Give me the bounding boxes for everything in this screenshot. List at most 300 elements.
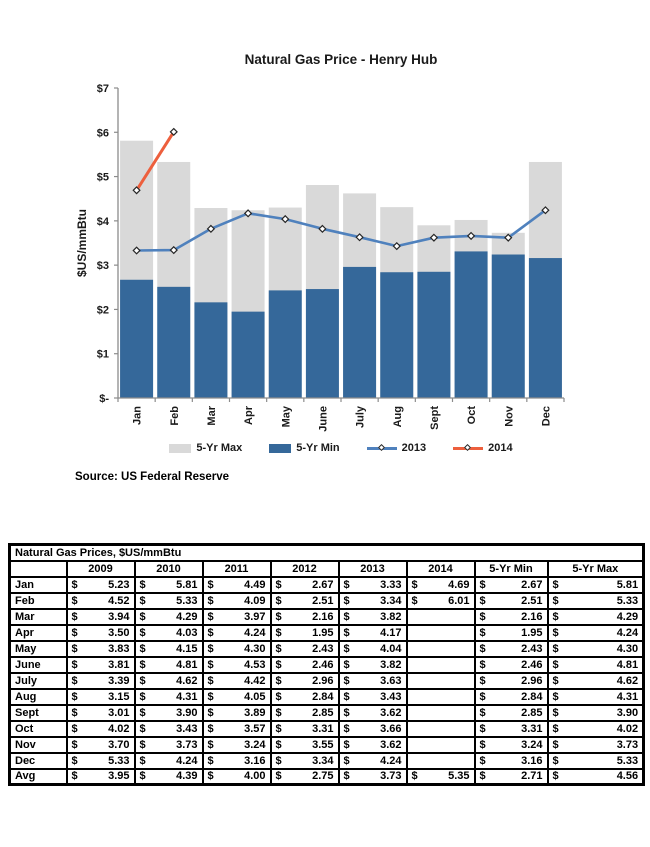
currency-symbol: $ bbox=[479, 658, 486, 671]
source-note: Source: US Federal Reserve bbox=[75, 471, 230, 483]
cell-sept-2009 bbox=[67, 705, 135, 721]
currency-value bbox=[344, 595, 402, 607]
price-value: 3.50 bbox=[108, 626, 130, 639]
price-value: 4.04 bbox=[380, 642, 402, 655]
currency-symbol: $ bbox=[552, 690, 559, 703]
currency-value bbox=[553, 723, 639, 735]
currency-value bbox=[344, 611, 402, 623]
cell-nov-2012 bbox=[271, 737, 339, 753]
currency-symbol: $ bbox=[207, 754, 214, 767]
price-value: 2.16 bbox=[521, 610, 543, 623]
cell-oct-2013 bbox=[339, 721, 407, 737]
legend-label: 5-Yr Max bbox=[196, 442, 243, 454]
currency-value bbox=[140, 643, 198, 655]
cell-avg-2009 bbox=[67, 769, 135, 785]
currency-symbol: $ bbox=[479, 642, 486, 655]
legend-label: 2014 bbox=[488, 442, 513, 454]
x-tick-label-mar: Mar bbox=[205, 406, 218, 426]
currency-symbol: $ bbox=[275, 722, 282, 735]
price-value: 3.33 bbox=[380, 578, 402, 591]
row-label-feb: Feb bbox=[10, 593, 67, 609]
currency-symbol: $ bbox=[275, 770, 282, 783]
cell-oct-2012 bbox=[271, 721, 339, 737]
legend-item-5-yr-min bbox=[269, 442, 339, 454]
row-label-sept: Sept bbox=[10, 705, 67, 721]
currency-symbol: $ bbox=[139, 738, 146, 751]
price-value: 4.81 bbox=[616, 658, 639, 671]
row-label-oct: Oct bbox=[10, 721, 67, 737]
price-value: 4.03 bbox=[176, 626, 198, 639]
currency-symbol: $ bbox=[207, 770, 214, 783]
price-value: 4.53 bbox=[244, 658, 266, 671]
currency-symbol: $ bbox=[343, 626, 350, 639]
cell-may-2014 bbox=[407, 641, 475, 657]
currency-symbol: $ bbox=[552, 642, 559, 655]
currency-value bbox=[344, 739, 402, 751]
price-value: 3.43 bbox=[380, 690, 402, 703]
price-value: 4.42 bbox=[244, 674, 266, 687]
price-value: 3.89 bbox=[244, 706, 266, 719]
price-value: 1.95 bbox=[521, 626, 543, 639]
cell-nov-2014 bbox=[407, 737, 475, 753]
cell-dec-2010 bbox=[135, 753, 203, 769]
price-value: 4.30 bbox=[244, 642, 266, 655]
price-value: 3.16 bbox=[244, 754, 266, 767]
currency-symbol: $ bbox=[479, 594, 486, 607]
legend-item-2013 bbox=[367, 442, 426, 454]
currency-symbol: $ bbox=[552, 626, 559, 639]
bar-5-yr-min-feb bbox=[157, 287, 190, 398]
price-value: 4.39 bbox=[176, 770, 198, 783]
cell-mar-5-yr-min bbox=[475, 609, 548, 625]
cell-aug-2014 bbox=[407, 689, 475, 705]
y-tick-label: $7 bbox=[96, 83, 109, 95]
bar-5-yr-min-dec bbox=[529, 258, 562, 398]
cell-aug-5-yr-min bbox=[475, 689, 548, 705]
currency-value bbox=[208, 579, 266, 591]
price-value: 4.24 bbox=[244, 626, 266, 639]
currency-value bbox=[208, 611, 266, 623]
currency-symbol: $ bbox=[552, 738, 559, 751]
cell-jan-2010 bbox=[135, 577, 203, 593]
currency-symbol: $ bbox=[139, 610, 146, 623]
legend-swatch-5-yr-max bbox=[169, 444, 191, 453]
cell-may-2010 bbox=[135, 641, 203, 657]
currency-value bbox=[276, 675, 334, 687]
currency-symbol: $ bbox=[71, 626, 78, 639]
currency-symbol: $ bbox=[71, 642, 78, 655]
price-value: 6.01 bbox=[448, 594, 470, 607]
currency-value bbox=[276, 595, 334, 607]
currency-symbol: $ bbox=[343, 690, 350, 703]
cell-jan-2009 bbox=[67, 577, 135, 593]
currency-value bbox=[72, 755, 130, 767]
price-value: 5.33 bbox=[616, 754, 639, 767]
currency-value bbox=[480, 579, 543, 591]
x-tick-label-june: June bbox=[317, 406, 330, 432]
cell-july-2011 bbox=[203, 673, 271, 689]
bar-5-yr-min-mar bbox=[194, 302, 227, 398]
currency-value bbox=[72, 770, 130, 782]
cell-apr-2011 bbox=[203, 625, 271, 641]
legend-item-5-yr-max bbox=[169, 442, 242, 454]
currency-value bbox=[553, 691, 639, 703]
currency-value bbox=[480, 723, 543, 735]
currency-symbol: $ bbox=[343, 770, 350, 783]
cell-oct-2009 bbox=[67, 721, 135, 737]
currency-value bbox=[208, 770, 266, 782]
table-row-june bbox=[10, 657, 644, 673]
price-value: 3.73 bbox=[616, 738, 639, 751]
bar-5-yr-min-sept bbox=[417, 272, 450, 398]
currency-value bbox=[140, 739, 198, 751]
price-value: 3.95 bbox=[108, 770, 130, 783]
table-row-mar bbox=[10, 609, 644, 625]
currency-symbol: $ bbox=[71, 690, 78, 703]
currency-value bbox=[480, 675, 543, 687]
currency-value bbox=[480, 595, 543, 607]
cell-feb-5-yr-max bbox=[548, 593, 644, 609]
price-value: 2.71 bbox=[521, 770, 543, 783]
currency-value bbox=[553, 770, 639, 782]
cell-dec-2009 bbox=[67, 753, 135, 769]
currency-symbol: $ bbox=[275, 706, 282, 719]
cell-july-5-yr-max bbox=[548, 673, 644, 689]
price-value: 4.81 bbox=[176, 658, 198, 671]
currency-symbol: $ bbox=[275, 690, 282, 703]
y-tick-label: $3 bbox=[96, 260, 109, 273]
price-value: 4.29 bbox=[616, 610, 639, 623]
currency-value bbox=[480, 691, 543, 703]
table-header-row bbox=[10, 561, 644, 577]
currency-symbol: $ bbox=[275, 658, 282, 671]
table-row-oct bbox=[10, 721, 644, 737]
row-label-july: July bbox=[10, 673, 67, 689]
price-value: 4.62 bbox=[616, 674, 639, 687]
currency-value bbox=[553, 595, 639, 607]
row-label-nov: Nov bbox=[10, 737, 67, 753]
cell-dec-2013 bbox=[339, 753, 407, 769]
price-value: 3.66 bbox=[380, 722, 402, 735]
price-value: 2.85 bbox=[521, 706, 543, 719]
cell-avg-2010 bbox=[135, 769, 203, 785]
price-value: 4.31 bbox=[176, 690, 198, 703]
currency-value bbox=[140, 595, 198, 607]
cell-dec-2012 bbox=[271, 753, 339, 769]
currency-symbol: $ bbox=[71, 578, 78, 591]
bar-5-yr-min-june bbox=[306, 289, 339, 398]
cell-may-5-yr-min bbox=[475, 641, 548, 657]
cell-july-2010 bbox=[135, 673, 203, 689]
price-value: 4.62 bbox=[176, 674, 198, 687]
cell-may-5-yr-max bbox=[548, 641, 644, 657]
cell-mar-2009 bbox=[67, 609, 135, 625]
currency-value bbox=[140, 770, 198, 782]
x-tick-label-dec: Dec bbox=[540, 406, 553, 427]
currency-value bbox=[208, 675, 266, 687]
price-value: 5.23 bbox=[108, 578, 130, 591]
currency-value bbox=[480, 739, 543, 751]
cell-sept-2014 bbox=[407, 705, 475, 721]
chart-title: Natural Gas Price - Henry Hub bbox=[244, 52, 438, 67]
cell-july-5-yr-min bbox=[475, 673, 548, 689]
cell-apr-2014 bbox=[407, 625, 475, 641]
table-row-feb bbox=[10, 593, 644, 609]
price-value: 2.51 bbox=[312, 594, 334, 607]
table-row-may bbox=[10, 641, 644, 657]
x-tick-label-sept: Sept bbox=[428, 406, 441, 430]
currency-value bbox=[344, 755, 402, 767]
currency-value bbox=[276, 770, 334, 782]
currency-symbol: $ bbox=[139, 594, 146, 607]
column-header-2009: 2009 bbox=[67, 561, 135, 577]
currency-symbol: $ bbox=[71, 610, 78, 623]
cell-oct-2011 bbox=[203, 721, 271, 737]
y-tick-label: $4 bbox=[96, 215, 109, 228]
currency-value bbox=[553, 627, 639, 639]
cell-sept-5-yr-max bbox=[548, 705, 644, 721]
currency-symbol: $ bbox=[343, 642, 350, 655]
currency-symbol: $ bbox=[343, 594, 350, 607]
currency-symbol: $ bbox=[552, 610, 559, 623]
price-value: 3.43 bbox=[176, 722, 198, 735]
price-value: 3.31 bbox=[312, 722, 334, 735]
cell-dec-5-yr-max bbox=[548, 753, 644, 769]
currency-symbol: $ bbox=[207, 706, 214, 719]
y-tick-label: $1 bbox=[96, 348, 109, 361]
column-header-2012: 2012 bbox=[271, 561, 339, 577]
currency-value bbox=[208, 627, 266, 639]
cell-feb-2010 bbox=[135, 593, 203, 609]
currency-symbol: $ bbox=[479, 578, 486, 591]
price-value: 5.33 bbox=[616, 594, 639, 607]
currency-value bbox=[276, 755, 334, 767]
cell-dec-2014 bbox=[407, 753, 475, 769]
cell-aug-2011 bbox=[203, 689, 271, 705]
cell-nov-5-yr-min bbox=[475, 737, 548, 753]
cell-may-2011 bbox=[203, 641, 271, 657]
currency-symbol: $ bbox=[479, 722, 486, 735]
currency-symbol: $ bbox=[71, 594, 78, 607]
currency-symbol: $ bbox=[139, 658, 146, 671]
x-tick-label-aug: Aug bbox=[391, 406, 404, 428]
currency-symbol: $ bbox=[207, 610, 214, 623]
legend-item-2014 bbox=[453, 442, 512, 454]
currency-symbol: $ bbox=[275, 594, 282, 607]
currency-value bbox=[276, 659, 334, 671]
x-tick-label-feb: Feb bbox=[168, 406, 181, 426]
legend-swatch-2013 bbox=[367, 444, 397, 453]
currency-value bbox=[72, 675, 130, 687]
cell-june-2009 bbox=[67, 657, 135, 673]
cell-feb-2013 bbox=[339, 593, 407, 609]
currency-value bbox=[553, 707, 639, 719]
cell-jan-2011 bbox=[203, 577, 271, 593]
currency-symbol: $ bbox=[552, 770, 559, 783]
currency-value bbox=[412, 595, 470, 607]
cell-apr-5-yr-min bbox=[475, 625, 548, 641]
x-tick-label-jan: Jan bbox=[131, 406, 144, 425]
currency-symbol: $ bbox=[343, 610, 350, 623]
cell-mar-2010 bbox=[135, 609, 203, 625]
cell-avg-5-yr-max bbox=[548, 769, 644, 785]
currency-symbol: $ bbox=[275, 626, 282, 639]
cell-feb-2009 bbox=[67, 593, 135, 609]
table-corner-cell bbox=[10, 561, 67, 577]
column-header-2011: 2011 bbox=[203, 561, 271, 577]
price-value: 4.24 bbox=[616, 626, 639, 639]
price-value: 2.16 bbox=[312, 610, 334, 623]
column-header-2014: 2014 bbox=[407, 561, 475, 577]
currency-symbol: $ bbox=[343, 706, 350, 719]
price-value: 4.15 bbox=[176, 642, 198, 655]
currency-symbol: $ bbox=[479, 626, 486, 639]
currency-symbol: $ bbox=[552, 722, 559, 735]
currency-symbol: $ bbox=[552, 594, 559, 607]
currency-value bbox=[72, 659, 130, 671]
cell-june-5-yr-min bbox=[475, 657, 548, 673]
currency-symbol: $ bbox=[71, 658, 78, 671]
currency-value bbox=[276, 579, 334, 591]
price-value: 4.56 bbox=[616, 770, 639, 783]
currency-symbol: $ bbox=[207, 658, 214, 671]
y-tick-label: $- bbox=[99, 393, 109, 405]
currency-symbol: $ bbox=[275, 674, 282, 687]
currency-value bbox=[276, 643, 334, 655]
column-header-2010: 2010 bbox=[135, 561, 203, 577]
price-value: 5.33 bbox=[108, 754, 130, 767]
price-value: 4.69 bbox=[448, 578, 470, 591]
table-row-jan bbox=[10, 577, 644, 593]
currency-value bbox=[553, 611, 639, 623]
column-header-5-yr-min: 5-Yr Min bbox=[475, 561, 548, 577]
currency-symbol: $ bbox=[411, 594, 418, 607]
legend-diamond-marker bbox=[378, 444, 385, 451]
currency-symbol: $ bbox=[71, 738, 78, 751]
price-value: 5.81 bbox=[616, 578, 639, 591]
currency-symbol: $ bbox=[479, 690, 486, 703]
price-value: 3.94 bbox=[108, 610, 130, 623]
price-value: 2.84 bbox=[312, 690, 334, 703]
currency-value bbox=[276, 627, 334, 639]
bar-5-yr-min-apr bbox=[232, 312, 265, 398]
cell-oct-2010 bbox=[135, 721, 203, 737]
price-value: 5.81 bbox=[176, 578, 198, 591]
y-axis-title: $US/mmBtu bbox=[75, 208, 89, 278]
cell-june-2013 bbox=[339, 657, 407, 673]
price-value: 2.46 bbox=[312, 658, 334, 671]
currency-value bbox=[72, 579, 130, 591]
price-value: 3.31 bbox=[521, 722, 543, 735]
currency-value bbox=[344, 643, 402, 655]
cell-feb-2011 bbox=[203, 593, 271, 609]
price-value: 3.24 bbox=[521, 738, 543, 751]
table-title: Natural Gas Prices, $US/mmBtu bbox=[10, 545, 644, 561]
bar-5-yr-min-oct bbox=[455, 251, 488, 398]
currency-symbol: $ bbox=[139, 706, 146, 719]
currency-value bbox=[72, 643, 130, 655]
cell-jan-2012 bbox=[271, 577, 339, 593]
price-value: 4.52 bbox=[108, 594, 130, 607]
currency-value bbox=[72, 611, 130, 623]
price-value: 3.01 bbox=[108, 706, 130, 719]
legend-label: 5-Yr Min bbox=[296, 442, 340, 454]
price-value: 4.24 bbox=[380, 754, 402, 767]
currency-value bbox=[344, 627, 402, 639]
currency-value bbox=[412, 770, 470, 782]
x-tick-label-july: July bbox=[354, 406, 367, 429]
price-value: 5.33 bbox=[176, 594, 198, 607]
currency-value bbox=[140, 755, 198, 767]
currency-value bbox=[480, 627, 543, 639]
table-row-avg bbox=[10, 769, 644, 785]
currency-symbol: $ bbox=[139, 754, 146, 767]
currency-symbol: $ bbox=[139, 674, 146, 687]
cell-july-2014 bbox=[407, 673, 475, 689]
currency-value bbox=[344, 707, 402, 719]
currency-value bbox=[344, 579, 402, 591]
currency-value bbox=[276, 691, 334, 703]
cell-avg-2014 bbox=[407, 769, 475, 785]
table-row-sept bbox=[10, 705, 644, 721]
cell-feb-2014 bbox=[407, 593, 475, 609]
cell-june-5-yr-max bbox=[548, 657, 644, 673]
currency-symbol: $ bbox=[71, 754, 78, 767]
price-value: 4.00 bbox=[244, 770, 266, 783]
cell-aug-2012 bbox=[271, 689, 339, 705]
currency-value bbox=[553, 739, 639, 751]
currency-value bbox=[208, 707, 266, 719]
currency-symbol: $ bbox=[479, 610, 486, 623]
cell-sept-2011 bbox=[203, 705, 271, 721]
row-label-may: May bbox=[10, 641, 67, 657]
cell-jan-5-yr-min bbox=[475, 577, 548, 593]
price-value: 4.49 bbox=[244, 578, 266, 591]
price-value: 3.90 bbox=[616, 706, 639, 719]
price-value: 3.63 bbox=[380, 674, 402, 687]
currency-symbol: $ bbox=[207, 626, 214, 639]
cell-mar-2013 bbox=[339, 609, 407, 625]
cell-oct-2014 bbox=[407, 721, 475, 737]
price-value: 3.97 bbox=[244, 610, 266, 623]
cell-june-2010 bbox=[135, 657, 203, 673]
currency-symbol: $ bbox=[479, 674, 486, 687]
price-value: 2.96 bbox=[521, 674, 543, 687]
bar-5-yr-min-nov bbox=[492, 255, 525, 398]
table-row-july bbox=[10, 673, 644, 689]
table-row-apr bbox=[10, 625, 644, 641]
currency-value bbox=[553, 659, 639, 671]
price-value: 4.29 bbox=[176, 610, 198, 623]
cell-apr-5-yr-max bbox=[548, 625, 644, 641]
currency-symbol: $ bbox=[139, 722, 146, 735]
currency-value bbox=[140, 627, 198, 639]
cell-dec-2011 bbox=[203, 753, 271, 769]
currency-symbol: $ bbox=[343, 722, 350, 735]
currency-value bbox=[553, 755, 639, 767]
currency-symbol: $ bbox=[207, 674, 214, 687]
cell-mar-2014 bbox=[407, 609, 475, 625]
price-value: 3.15 bbox=[108, 690, 130, 703]
price-value: 3.24 bbox=[244, 738, 266, 751]
currency-value bbox=[140, 579, 198, 591]
cell-avg-2011 bbox=[203, 769, 271, 785]
price-value: 3.73 bbox=[176, 738, 198, 751]
price-value: 4.09 bbox=[244, 594, 266, 607]
currency-value bbox=[140, 707, 198, 719]
cell-oct-5-yr-max bbox=[548, 721, 644, 737]
currency-symbol: $ bbox=[343, 754, 350, 767]
